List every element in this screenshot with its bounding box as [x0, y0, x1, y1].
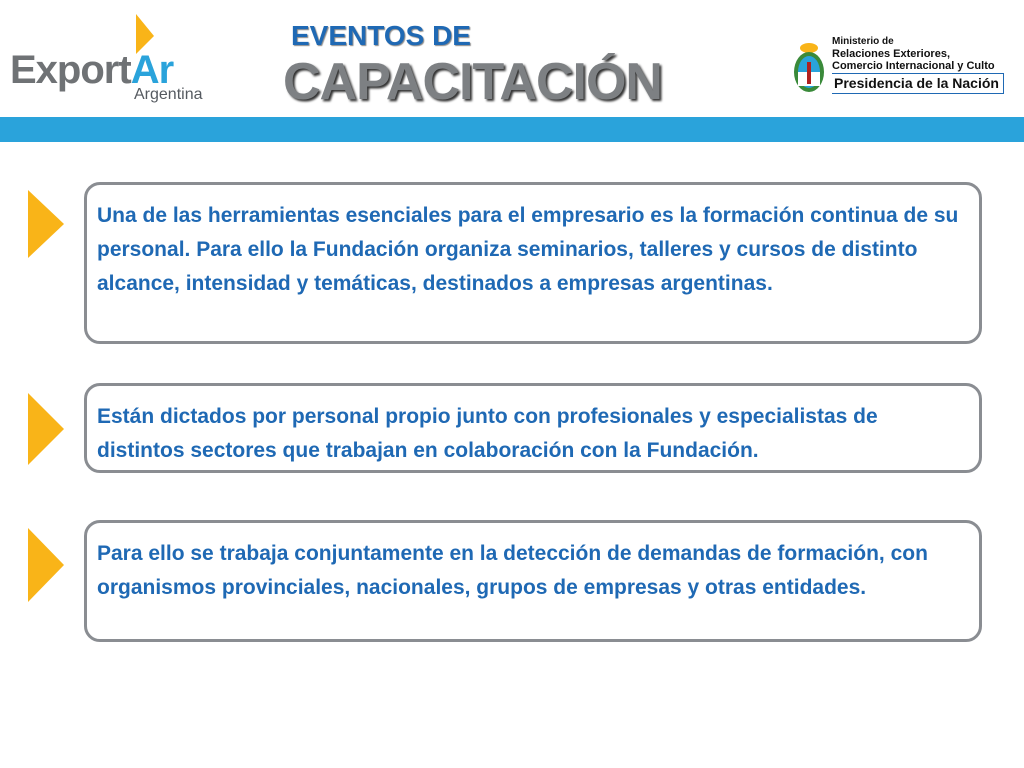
arrow-right-icon — [28, 393, 66, 465]
logo-ar-text: Ar — [130, 48, 174, 92]
content-box — [84, 383, 982, 473]
logo-country-text: Argentina — [134, 86, 203, 103]
header-accent-bar — [0, 117, 1024, 142]
page-title-line1: EVENTOS DE — [291, 20, 471, 51]
arrow-right-icon — [28, 528, 66, 602]
ministry-line2: Relaciones Exteriores, — [832, 48, 951, 60]
exportar-logo — [10, 12, 220, 112]
arrow-right-icon — [28, 190, 66, 258]
ministry-line1: Ministerio de — [832, 36, 894, 47]
ministry-logo — [792, 36, 1020, 98]
page-title-line2: CAPACITACIÓN — [283, 53, 662, 111]
ministry-presidencia: Presidencia de la Nación — [832, 73, 1004, 94]
content-box — [84, 182, 982, 344]
national-seal-icon — [792, 42, 826, 94]
content-text: Una de las herramientas esenciales para el empresario es la formación continua de su personal. Para ello la Fundación organiza seminarios, talleres y cursos de distinto alcance, intensidad y temáticas, destinados a empresas argentinas. — [97, 204, 959, 295]
content-text: Para ello se trabaja conjuntamente en la detección de demandas de formación, con organismos provinciales, nacionales, grupos de empresas y otras entidades. — [97, 542, 928, 599]
logo-export-text: Export — [10, 48, 131, 92]
ministry-line3: Comercio Internacional y Culto — [832, 60, 995, 72]
content-text: Están dictados por personal propio junto con profesionales y especialistas de distintos sectores que trabajan en colaboración con la Fundación. — [97, 405, 878, 462]
content-box — [84, 520, 982, 642]
